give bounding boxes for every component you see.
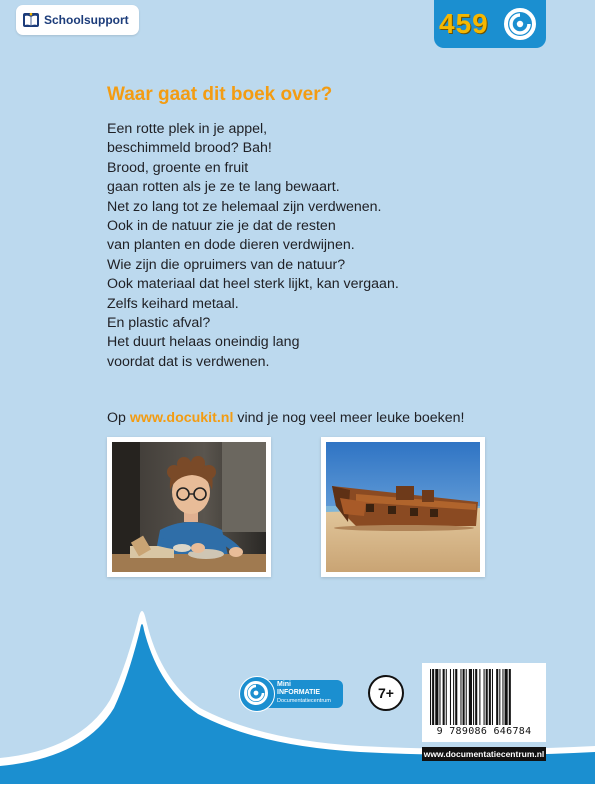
barcode-bar [453, 669, 454, 725]
blurb-line: En plastic afval? [107, 315, 211, 332]
barcode-bar [489, 669, 491, 725]
barcode-bar [469, 669, 472, 725]
docukit-link[interactable]: www.docukit.nl [129, 410, 234, 426]
barcode-bar [463, 669, 465, 725]
barcode-bar [479, 669, 480, 725]
blurb-line: gaan rotten als je ze te lang bewaart. [107, 179, 340, 196]
isbn-barcode [422, 663, 546, 742]
blurb-line: Brood, groente en fruit [107, 159, 249, 176]
publisher-url-link[interactable]: www.documentatiecentrum.nl [423, 749, 545, 759]
blurb-line: Het duurt helaas oneindig lang [107, 334, 300, 351]
schoolsupport-logo[interactable] [16, 5, 139, 35]
blurb-line: Net zo lang tot ze helemaal zijn verdwenen. [107, 198, 382, 215]
barcode-bar [446, 669, 447, 725]
open-book-icon [22, 11, 40, 29]
photo-child-crafting [107, 437, 271, 577]
series-badge [434, 0, 546, 48]
blurb-line: Ook materiaal dat heel sterk lijkt, kan vergaan. [107, 276, 399, 293]
barcode-bar [455, 669, 457, 725]
website-promo [107, 410, 465, 426]
barcode-bar [466, 669, 467, 725]
blurb-text [107, 120, 399, 372]
spiral-swirl-icon [502, 6, 538, 42]
barcode-bar [496, 669, 498, 725]
barcode-bar [509, 669, 511, 725]
mini-logo-line2: INFORMATIE [277, 689, 321, 696]
mini-logo-label [263, 680, 343, 708]
blurb-line: beschimmeld brood? Bah! [107, 140, 272, 157]
age-badge: 7+ [368, 675, 404, 711]
mini-logo-line1: Mini [277, 681, 291, 688]
photo-shipwreck [321, 437, 485, 577]
website-suffix: vind je nog veel meer leuke boeken! [233, 410, 465, 426]
barcode-bar [505, 669, 508, 725]
barcode-bars [430, 669, 538, 725]
blurb-line: Zelfs keihard metaal. [107, 295, 239, 312]
blurb-line: Ook in de natuur zie je dat de resten [107, 218, 336, 235]
barcode-bar [502, 669, 503, 725]
barcode-bar [484, 669, 485, 725]
barcode-bar [460, 669, 461, 725]
blurb-line: Wie zijn die opruimers van de natuur? [107, 256, 346, 273]
barcode-bar [439, 669, 440, 725]
blurb-line: Een rotte plek in je appel, [107, 121, 268, 137]
website-prefix: Op [107, 410, 130, 426]
series-number: 459 [439, 8, 489, 39]
barcode-bar [499, 669, 500, 725]
barcode-bar [432, 669, 434, 725]
barcode-bar [450, 669, 451, 725]
mini-informatie-logo [239, 676, 345, 712]
spiral-swirl-icon [242, 679, 270, 707]
barcode-bar [430, 669, 431, 725]
barcode-bar [443, 669, 445, 725]
page-title: Waar gaat dit boek over? [107, 84, 333, 105]
barcode-bar [492, 669, 493, 725]
barcode-bar [486, 669, 488, 725]
isbn-number: 9 789086 646784 [436, 726, 532, 737]
blurb-line: van planten en dode dieren verdwijnen. [107, 237, 355, 254]
barcode-bar [475, 669, 477, 725]
barcode-bar [473, 669, 474, 725]
logo-text: Schoolsupport [44, 13, 129, 27]
barcode-bar [435, 669, 438, 725]
blurb-line: voordat dat is verdwenen. [107, 353, 270, 370]
mini-logo-line3: Documentatiecentrum [277, 698, 331, 704]
